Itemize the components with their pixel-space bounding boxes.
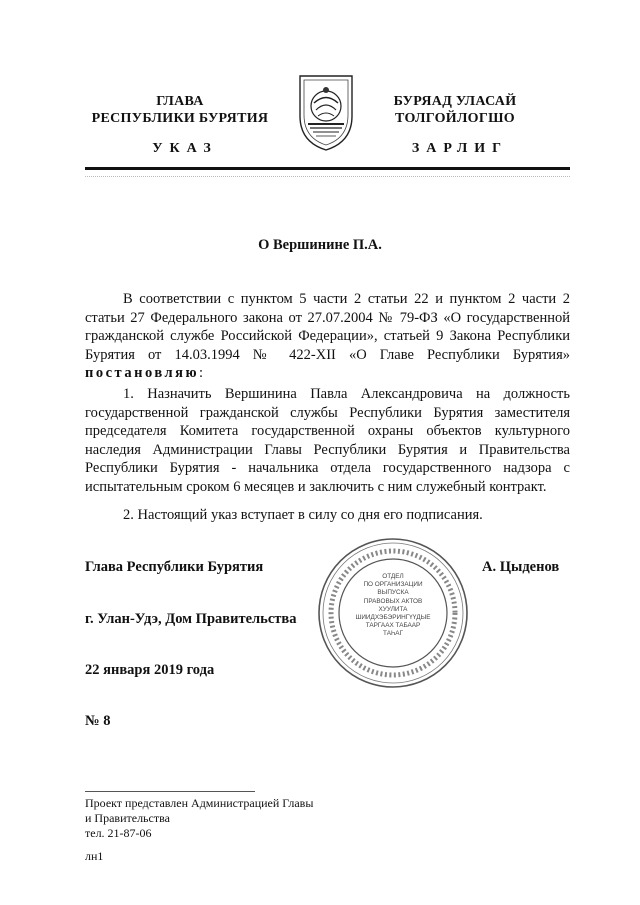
- document-title: О Вершинине П.А.: [258, 237, 382, 253]
- decree-item-2: 2. Настоящий указ вступает в силу со дня его подписания.: [123, 507, 483, 523]
- header-left-line1: ГЛАВА: [156, 94, 204, 109]
- signature-place: г. Улан-Удэ, Дом Правительства: [85, 611, 297, 627]
- stamp-center-text: [341, 573, 445, 639]
- document-number: № 8: [85, 713, 111, 729]
- header-left: [85, 93, 275, 127]
- signature-position: Глава Республики Бурятия: [85, 559, 264, 575]
- stamp-line: ВЫПУСКА: [377, 589, 409, 597]
- stamp-line: ОТДЕЛ: [382, 573, 404, 580]
- stamp-line: ТАРГААХ ТАБААР: [365, 622, 421, 630]
- header-left-line2: РЕСПУБЛИКИ БУРЯТИЯ: [91, 111, 269, 126]
- preamble: [85, 290, 570, 383]
- stamp-line: ХУУЛИТА: [378, 605, 408, 613]
- decree-word: постановляю: [85, 365, 200, 382]
- header-right-title: ЗАРЛИГ: [411, 141, 509, 156]
- signature-date: 22 января 2019 года: [85, 662, 215, 678]
- stamp-line: ШИИДХЭБЭРИНГҮҮДЫЕ: [355, 614, 431, 622]
- footer-code: лн1: [85, 849, 104, 863]
- footer-note: [85, 796, 313, 841]
- header-right-line1: БУРЯАД УЛАСАЙ: [393, 94, 517, 109]
- header-left-title: УКАЗ: [152, 141, 218, 156]
- header-divider: [85, 167, 570, 170]
- coat-of-arms-icon: [294, 70, 358, 152]
- footer-phone: тел. 21-87-06: [85, 826, 152, 840]
- footer-divider: [85, 791, 255, 792]
- stamp-line: ТАҺАГ: [383, 630, 403, 638]
- header-right: [370, 93, 540, 127]
- footer-line1: Проект представлен Администрацией Главы: [85, 796, 314, 810]
- preamble-text: В соответствии с пунктом 5 части 2 статьи 22 и пунктом 2 части 2 статьи 27 Федерального закона от 27.07.2004 № 79-ФЗ «О государственной гражданской службе Российской Федерации», статьей 9 Закона Республики Бурятия от 14.03.1994 № 422-XII «О Главе Республики Бурятия»: [85, 291, 570, 363]
- stamp-line: ПО ОРГАНИЗАЦИИ: [363, 581, 423, 589]
- header-right-line2: ТОЛГОЙЛОГШО: [395, 111, 515, 126]
- signature-name: А. Цыденов: [482, 559, 560, 575]
- decree-colon: :: [199, 365, 204, 382]
- stamp-line: ПРАВОВЫХ АКТОВ: [363, 597, 423, 605]
- decree-item-1: 1. Назначить Вершинина Павла Александровича на должность государственной гражданской службы Республики Бурятия заместителя председателя Комитета государственной охраны объектов культурного наследия Администрации Главы Республики Бурятия и Правительства Республики Бурятия - начальника отдела государственного надзора с испытательным сроком 6 месяцев и заключить с ним служебный контракт.: [85, 386, 570, 495]
- footer-line2: и Правительства: [85, 811, 170, 825]
- header-dotted-line: [85, 176, 570, 177]
